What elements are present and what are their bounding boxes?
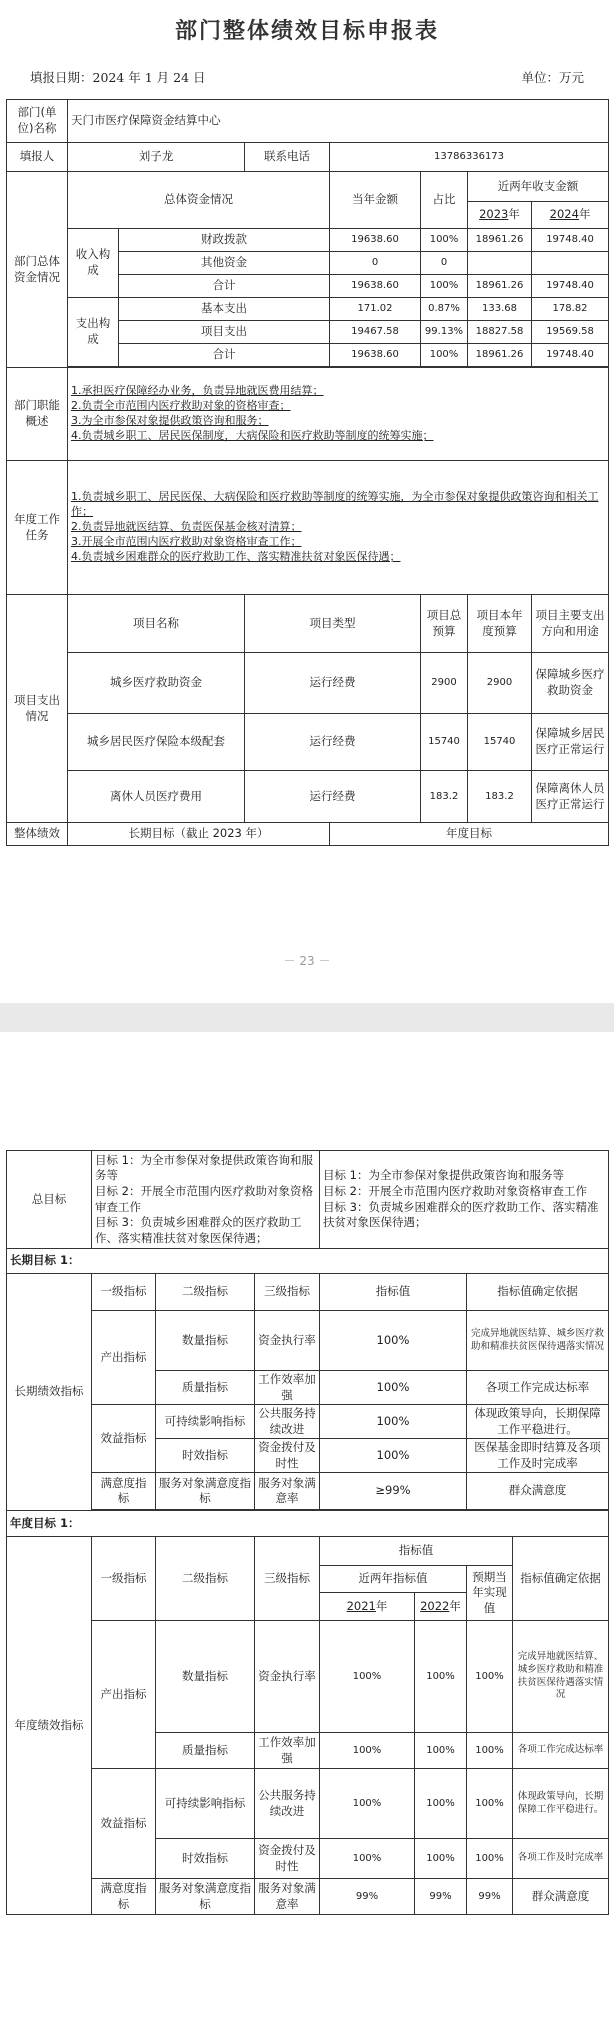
annual-time-a: 100% bbox=[320, 1839, 415, 1879]
income-cur: 19638.60 bbox=[330, 229, 421, 252]
project-use: 保障离休人员医疗正常运行 bbox=[532, 771, 609, 823]
long-qty-lv3: 资金执行率 bbox=[255, 1311, 320, 1371]
income-name: 合计 bbox=[119, 275, 330, 298]
annual-qual-lv3: 工作效率加强 bbox=[255, 1733, 320, 1769]
annual-qual-label: 质量指标 bbox=[156, 1733, 255, 1769]
projects-head-type: 项目类型 bbox=[245, 595, 421, 653]
expense-name: 项目支出 bbox=[119, 321, 330, 344]
annual-time-e: 100% bbox=[467, 1839, 513, 1879]
long-time-label: 时效指标 bbox=[156, 1439, 255, 1473]
long-qual-label: 质量指标 bbox=[156, 1371, 255, 1405]
expense-ratio: 100% bbox=[421, 344, 468, 367]
project-type: 运行经费 bbox=[245, 714, 421, 771]
long-goals bbox=[92, 1151, 320, 1249]
annual-sat-e: 99% bbox=[467, 1879, 513, 1915]
expense-y1: 18961.26 bbox=[468, 344, 532, 367]
income-name: 其他资金 bbox=[119, 252, 330, 275]
expense-y2: 19748.40 bbox=[532, 344, 609, 367]
phone-label: 联系电话 bbox=[245, 143, 330, 172]
funds-head-ratio: 占比 bbox=[421, 172, 468, 229]
projects-label: 项目支出情况 bbox=[7, 595, 68, 823]
expense-cur: 19467.58 bbox=[330, 321, 421, 344]
duties-list bbox=[68, 368, 609, 461]
task-item: 1.负责城乡职工、居民医保、大病保险和医疗救助等制度的统筹实施，为全市参保对象提供政策咨询和相关工作； bbox=[71, 490, 599, 519]
long-sus-value: 100% bbox=[320, 1405, 467, 1439]
annual-qty-e: 100% bbox=[467, 1621, 513, 1733]
annual-sus-basis: 体现政策导向，长期保障工作平稳进行。 bbox=[513, 1769, 609, 1839]
long-goal-item: 目标 1：为全市参保对象提供政策咨询和服务等 bbox=[95, 1152, 313, 1183]
projects-head-use: 项目主要支出方向和用途 bbox=[532, 595, 609, 653]
long-sus-basis: 体现政策导向，长期保障工作平稳进行。 bbox=[467, 1405, 609, 1439]
tasks-list bbox=[68, 461, 609, 595]
income-ratio: 0 bbox=[421, 252, 468, 275]
annual-sus-b: 100% bbox=[415, 1769, 467, 1839]
expense-y1: 18827.58 bbox=[468, 321, 532, 344]
h-lv2: 二级指标 bbox=[156, 1274, 255, 1311]
income-y1: 18961.26 bbox=[468, 229, 532, 252]
project-type: 运行经费 bbox=[245, 653, 421, 714]
annual-qty-b: 100% bbox=[415, 1621, 467, 1733]
annual-qty-a: 100% bbox=[320, 1621, 415, 1733]
task-item: 2.负责异地就医结算、负责医保基金核对清算； bbox=[71, 520, 302, 534]
annual-sus-a: 100% bbox=[320, 1769, 415, 1839]
long-time-basis: 医保基金即时结算及各项工作及时完成率 bbox=[467, 1439, 609, 1473]
expense-name: 合计 bbox=[119, 344, 330, 367]
expense-label: 支出构成 bbox=[68, 298, 119, 367]
page-separator bbox=[0, 1003, 614, 1032]
annual-time-label: 时效指标 bbox=[156, 1839, 255, 1879]
long-output-label: 产出指标 bbox=[92, 1311, 156, 1405]
performance-table bbox=[6, 1150, 609, 1915]
annual-goal-item: 目标 3：负责城乡困难群众的医疗救助工作、落实精准扶贫对象医保待遇； bbox=[323, 1199, 599, 1230]
annual-sus-label: 可持续影响指标 bbox=[156, 1769, 255, 1839]
annual-section-label: 年度绩效指标 bbox=[7, 1537, 92, 1915]
annual-target-header: 年度目标 1： bbox=[7, 1511, 609, 1537]
goal-label: 总目标 bbox=[7, 1151, 92, 1249]
filler-label: 填报人 bbox=[7, 143, 68, 172]
project-total: 15740 bbox=[421, 714, 468, 771]
long-qty-value: 100% bbox=[320, 1311, 467, 1371]
expense-y2: 178.82 bbox=[532, 298, 609, 321]
funds-head-current: 当年金额 bbox=[330, 172, 421, 229]
income-y1 bbox=[468, 252, 532, 275]
long-sat-lv3: 服务对象满意率 bbox=[255, 1473, 320, 1510]
page-title: 部门整体绩效目标申报表 bbox=[174, 19, 439, 44]
long-sus-label: 可持续影响指标 bbox=[156, 1405, 255, 1439]
year-col-2: 2024年 bbox=[532, 202, 609, 229]
expense-y2: 19569.58 bbox=[532, 321, 609, 344]
annual-goals bbox=[320, 1151, 609, 1249]
expense-ratio: 0.87% bbox=[421, 298, 468, 321]
page-2 bbox=[0, 1032, 614, 2028]
annual-sat-a: 99% bbox=[320, 1879, 415, 1915]
duty-item: 1.承担医疗保障经办业务，负责异地就医费用结算； bbox=[71, 384, 324, 398]
project-name: 离休人员医疗费用 bbox=[68, 771, 245, 823]
project-name: 城乡医疗救助资金 bbox=[68, 653, 245, 714]
annual-qual-basis: 各项工作完成达标率 bbox=[513, 1733, 609, 1769]
long-qty-label: 数量指标 bbox=[156, 1311, 255, 1371]
expense-cur: 171.02 bbox=[330, 298, 421, 321]
a-h-expect: 预期当年实现值 bbox=[467, 1566, 513, 1621]
long-time-value: 100% bbox=[320, 1439, 467, 1473]
project-use: 保障城乡居民医疗正常运行 bbox=[532, 714, 609, 771]
a-year-b: 2022年 bbox=[415, 1593, 467, 1621]
filler-name: 刘子龙 bbox=[68, 143, 245, 172]
annual-benefit-label: 效益指标 bbox=[92, 1769, 156, 1879]
projects-head-name: 项目名称 bbox=[68, 595, 245, 653]
project-use: 保障城乡医疗救助资金 bbox=[532, 653, 609, 714]
expense-y1: 133.68 bbox=[468, 298, 532, 321]
income-y1: 18961.26 bbox=[468, 275, 532, 298]
income-y2: 19748.40 bbox=[532, 275, 609, 298]
perf-label: 整体绩效 bbox=[7, 823, 68, 846]
dept-name: 天门市医疗保障资金结算中心 bbox=[68, 100, 609, 143]
a-h-lv1: 一级指标 bbox=[92, 1537, 156, 1621]
long-qual-lv3: 工作效率加强 bbox=[255, 1371, 320, 1405]
annual-time-lv3: 资金拨付及时性 bbox=[255, 1839, 320, 1879]
expense-name: 基本支出 bbox=[119, 298, 330, 321]
h-value: 指标值 bbox=[320, 1274, 467, 1311]
annual-goal-item: 目标 1：为全市参保对象提供政策咨询和服务等 bbox=[323, 1168, 564, 1183]
long-sat-label: 满意度指标 bbox=[92, 1473, 156, 1510]
long-sat-basis: 群众满意度 bbox=[467, 1473, 609, 1510]
long-qty-basis: 完成异地就医结算、城乡医疗救助和精准扶贫医保待遇落实情况 bbox=[467, 1311, 609, 1371]
annual-qty-label: 数量指标 bbox=[156, 1621, 255, 1733]
expense-ratio: 99.13% bbox=[421, 321, 468, 344]
annual-sat-lv2: 服务对象满意度指标 bbox=[156, 1879, 255, 1915]
perf-long-head: 长期目标（截止 2023 年） bbox=[68, 823, 330, 846]
duty-item: 3.为全市参保对象提供政策咨询和服务； bbox=[71, 414, 269, 427]
fill-date: 填报日期：2024 年 1 月 24 日 bbox=[30, 70, 206, 85]
long-goal-item: 目标 2：开展全市范围内医疗救助对象资格审查工作 bbox=[95, 1183, 313, 1214]
tasks-label: 年度工作任务 bbox=[7, 461, 68, 595]
long-qual-value: 100% bbox=[320, 1371, 467, 1405]
project-total: 2900 bbox=[421, 653, 468, 714]
annual-time-basis: 各项工作及时完成率 bbox=[513, 1839, 609, 1879]
long-benefit-label: 效益指标 bbox=[92, 1405, 156, 1473]
duty-item: 2.负责全市范围内医疗救助对象的资格审查； bbox=[71, 399, 291, 413]
annual-sat-label: 满意度指标 bbox=[92, 1879, 156, 1915]
year-col-1: 2023年 bbox=[468, 202, 532, 229]
income-name: 财政拨款 bbox=[119, 229, 330, 252]
income-y2: 19748.40 bbox=[532, 229, 609, 252]
annual-qual-a: 100% bbox=[320, 1733, 415, 1769]
project-year: 2900 bbox=[468, 653, 532, 714]
funds-head-overall: 总体资金情况 bbox=[68, 172, 330, 229]
a-h-lv3: 三级指标 bbox=[255, 1537, 320, 1621]
expense-cur: 19638.60 bbox=[330, 344, 421, 367]
annual-time-b: 100% bbox=[415, 1839, 467, 1879]
projects-head-year: 项目本年度预算 bbox=[468, 595, 532, 653]
a-h-lv2: 二级指标 bbox=[156, 1537, 255, 1621]
project-type: 运行经费 bbox=[245, 771, 421, 823]
report-table bbox=[6, 99, 609, 846]
duty-item: 4.负责城乡职工、居民医保制度，大病保险和医疗救助等制度的统筹实施； bbox=[71, 428, 434, 442]
annual-qty-lv3: 资金执行率 bbox=[255, 1621, 320, 1733]
h-lv1: 一级指标 bbox=[92, 1274, 156, 1311]
perf-annual-head: 年度目标 bbox=[330, 823, 609, 846]
income-ratio: 100% bbox=[421, 229, 468, 252]
page-number: － 23 － bbox=[283, 954, 331, 968]
long-qual-basis: 各项工作完成达标率 bbox=[467, 1371, 609, 1405]
annual-sus-lv3: 公共服务持续改进 bbox=[255, 1769, 320, 1839]
h-basis: 指标值确定依据 bbox=[467, 1274, 609, 1311]
a-h-value: 指标值 bbox=[320, 1537, 513, 1566]
unit-label: 单位：万元 bbox=[521, 70, 584, 85]
annual-sat-b: 99% bbox=[415, 1879, 467, 1915]
annual-output-label: 产出指标 bbox=[92, 1621, 156, 1769]
h-lv3: 三级指标 bbox=[255, 1274, 320, 1311]
project-year: 183.2 bbox=[468, 771, 532, 823]
income-cur: 19638.60 bbox=[330, 275, 421, 298]
project-year: 15740 bbox=[468, 714, 532, 771]
funds-section-label: 部门总体资金情况 bbox=[7, 172, 68, 368]
income-label: 收入构成 bbox=[68, 229, 119, 298]
annual-qual-b: 100% bbox=[415, 1733, 467, 1769]
annual-qual-e: 100% bbox=[467, 1733, 513, 1769]
annual-sus-e: 100% bbox=[467, 1769, 513, 1839]
long-sus-lv3: 公共服务持续改进 bbox=[255, 1405, 320, 1439]
a-h-recent: 近两年指标值 bbox=[320, 1566, 467, 1593]
long-target-header: 长期目标 1： bbox=[7, 1249, 609, 1274]
annual-goal-item: 目标 2：开展全市范围内医疗救助对象资格审查工作 bbox=[323, 1183, 587, 1198]
annual-qty-basis: 完成异地就医结算、城乡医疗救助和精准扶贫医保待遇落实情况 bbox=[513, 1621, 609, 1733]
long-sat-value: ≥99% bbox=[320, 1473, 467, 1510]
projects-head-total: 项目总预算 bbox=[421, 595, 468, 653]
project-name: 城乡居民医疗保险本级配套 bbox=[68, 714, 245, 771]
income-y2 bbox=[532, 252, 609, 275]
long-goal-item: 目标 3：负责城乡困难群众的医疗救助工作、落实精准扶贫对象医保待遇； bbox=[95, 1215, 302, 1245]
long-time-lv3: 资金拨付及时性 bbox=[255, 1439, 320, 1473]
annual-sat-basis: 群众满意度 bbox=[513, 1879, 609, 1915]
phone-number: 13786336173 bbox=[330, 143, 609, 172]
duties-label: 部门职能概述 bbox=[7, 368, 68, 461]
a-h-basis: 指标值确定依据 bbox=[513, 1537, 609, 1621]
task-item: 4.负责城乡困难群众的医疗救助工作、落实精准扶贫对象医保待遇； bbox=[71, 549, 401, 563]
page-1 bbox=[0, 0, 614, 1003]
annual-sat-lv3: 服务对象满意率 bbox=[255, 1879, 320, 1915]
long-section-label: 长期绩效指标 bbox=[7, 1274, 92, 1511]
dept-label: 部门(单位)名称 bbox=[7, 100, 68, 143]
task-item: 3.开展全市范围内医疗救助对象资格审查工作； bbox=[71, 534, 302, 548]
funds-head-two-years: 近两年收支金额 bbox=[468, 172, 609, 202]
project-total: 183.2 bbox=[421, 771, 468, 823]
a-year-a: 2021年 bbox=[320, 1593, 415, 1621]
income-cur: 0 bbox=[330, 252, 421, 275]
income-ratio: 100% bbox=[421, 275, 468, 298]
long-sat-lv2: 服务对象满意度指标 bbox=[156, 1473, 255, 1510]
